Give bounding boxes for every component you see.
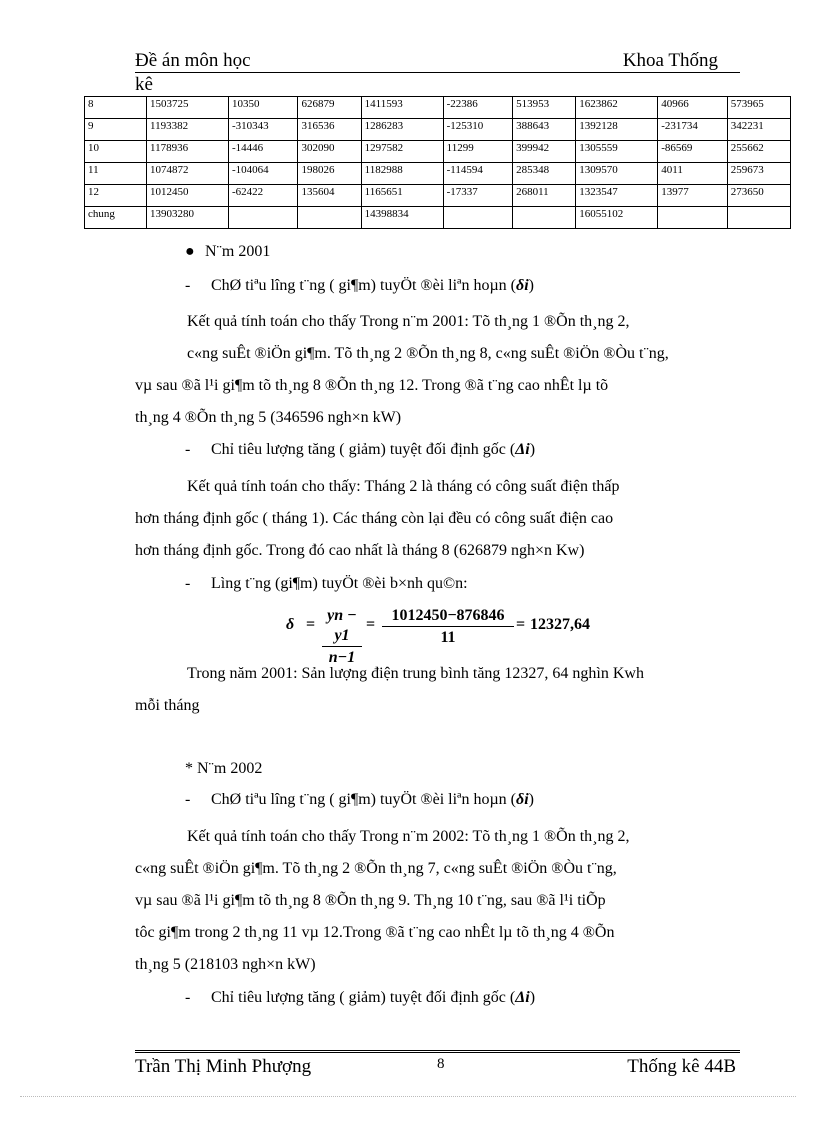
table-row: [85, 97, 791, 119]
table-cell: -86569: [658, 141, 727, 163]
page-footer: [135, 1050, 740, 1079]
table-cell: 13977: [658, 185, 727, 207]
list-item-base-increase-2002: - Chỉ tiêu lượng tăng ( giảm) tuyệt đối định gốc (Δi): [185, 989, 536, 1006]
page-bottom-divider: [20, 1096, 796, 1097]
table-cell: 1297582: [361, 141, 443, 163]
table-cell: 1503725: [147, 97, 229, 119]
table-cell: -231734: [658, 119, 727, 141]
capital-delta-symbol: Δi: [515, 989, 530, 1006]
table-row: [85, 207, 791, 229]
table-cell: 302090: [298, 141, 361, 163]
capital-delta-symbol: Δi: [515, 441, 530, 458]
formula-lhs: δ: [286, 616, 295, 633]
header-faculty-wrap: kê: [135, 74, 153, 95]
bullet-icon: ●: [185, 243, 195, 260]
list-item-base-increase: - Chỉ tiêu lượng tăng ( giảm) tuyệt đối định gốc (Δi): [185, 441, 536, 458]
table-cell: 11299: [443, 141, 512, 163]
table-cell: 573965: [727, 97, 790, 119]
table-cell: 268011: [513, 185, 576, 207]
table-cell: 342231: [727, 119, 790, 141]
table-cell: -125310: [443, 119, 512, 141]
table-cell: -22386: [443, 97, 512, 119]
list-item-chain-increase: - ChØ tiªu lîng t¨ng ( gi¶m) tuyÖt ®èi liªn hoµn (δi): [185, 277, 534, 294]
table-cell: 1309570: [576, 163, 658, 185]
table-cell: 259673: [727, 163, 790, 185]
table-row-label: 12: [85, 185, 147, 207]
table-cell: 135604: [298, 185, 361, 207]
table-cell: 13903280: [147, 207, 229, 229]
table-cell: -17337: [443, 185, 512, 207]
table-cell: 14398834: [361, 207, 443, 229]
page-header: [135, 50, 740, 73]
table-row: [85, 141, 791, 163]
paragraph-2001-chain: Kết quả tính toán cho thấy Trong n¨m 2001: Tõ th¸ng 1 ®Õn th¸ng 2, c«ng suÊt ®iÖn gi¶m. Tõ th¸ng 2 ®Õn th¸ng 8, c«ng suÊt ®iÖn ®Òu t¨ng, vµ sau ®ã l¹i gi¶m tõ th¸ng 8 ®Õn th¸ng 12. Trong ®ã t¨ng cao nhÊt lµ tõ th¸ng 4 ®Õn th¸ng 5 (346596 ngh×n kW): [135, 313, 669, 426]
page-number: 8: [437, 1056, 445, 1072]
table-cell: 255662: [727, 141, 790, 163]
formula-symbolic-fraction: $\frac{yn - y1}{n-1}$: [322, 606, 362, 669]
paragraph-2001-summary: Trong năm 2001: Sản lượng điện trung bình tăng 12327, 64 nghìn Kwh mỗi tháng: [135, 665, 644, 714]
table-row: [85, 185, 791, 207]
footer-class: Thống kê 44B: [627, 1056, 736, 1077]
data-table: [84, 96, 791, 229]
table-cell: [727, 207, 790, 229]
table-cell: 4011: [658, 163, 727, 185]
table-cell: 1623862: [576, 97, 658, 119]
list-item-chain-increase-2002: - ChØ tiªu lîng t¨ng ( gi¶m) tuyÖt ®èi liªn hoµn (δi): [185, 791, 534, 808]
table-cell: 513953: [513, 97, 576, 119]
table-cell: 626879: [298, 97, 361, 119]
table-cell: 399942: [513, 141, 576, 163]
formula-numeric-fraction: $\frac{1012450-876846}{11}$: [382, 606, 514, 649]
table-cell: [658, 207, 727, 229]
paragraph-2002-chain: Kết quả tính toán cho thấy Trong n¨m 2002: Tõ th¸ng 1 ®Õn th¸ng 2, c«ng suÊt ®iÖn gi¶m. Tõ th¸ng 2 ®Õn th¸ng 7, c«ng suÊt ®iÖn ®Òu t¨ng, vµ sau ®ã l¹i gi¶m tõ th¸ng 8 ®Õn th¸ng 9. Th¸ng 10 t¨ng, sau ®ã l¹i tiÕp tôc gi¶m trong 2 th¸ng 11 vµ 12.Trong ®ã t¨ng cao nhÊt lµ tõ th¸ng 4 ®Õn th¸ng 5 (218103 ngh×n kW): [135, 828, 630, 973]
table-row-label: 9: [85, 119, 147, 141]
table-cell: 1178936: [147, 141, 229, 163]
table-cell: 1182988: [361, 163, 443, 185]
table-cell: 388643: [513, 119, 576, 141]
table-cell: [513, 207, 576, 229]
table-cell: [298, 207, 361, 229]
table-cell: 1193382: [147, 119, 229, 141]
table-row-label: 10: [85, 141, 147, 163]
header-faculty: Khoa Thống: [622, 50, 718, 71]
table-cell: -14446: [228, 141, 297, 163]
table-cell: 285348: [513, 163, 576, 185]
table-cell: 1411593: [361, 97, 443, 119]
table-cell: 1392128: [576, 119, 658, 141]
bullet-year-2001: ● N¨m 2001: [185, 243, 271, 260]
table-cell: -62422: [228, 185, 297, 207]
average-increase-formula: δ = $\frac{yn - y1}{n-1}$ = $\frac{1012450-876846}{11}$ = 12327,64: [286, 606, 626, 652]
table-cell: -310343: [228, 119, 297, 141]
table-cell: [443, 207, 512, 229]
list-item-average-increase: - Lìng t¨ng (gi¶m) tuyÖt ®èi b×nh qu©n:: [185, 575, 468, 592]
table-row-label: 8: [85, 97, 147, 119]
table-cell: -114594: [443, 163, 512, 185]
header-course-title: Đề án môn học: [135, 50, 251, 71]
paragraph-2001-base: Kết quả tính toán cho thấy: Tháng 2 là tháng có công suất điện thấp hơn tháng định gốc ( tháng 1). Các tháng còn lại đều có công suất điện cao hơn tháng định gốc. Trong đó cao nhất là tháng 8 (626879 ngh×n Kw): [135, 478, 620, 559]
table-row-label: chung: [85, 207, 147, 229]
table-cell: 1323547: [576, 185, 658, 207]
table-cell: 10350: [228, 97, 297, 119]
table-cell: 1286283: [361, 119, 443, 141]
delta-symbol: δi: [516, 277, 529, 294]
heading-year-2002: * N¨m 2002: [185, 760, 263, 777]
table-cell: [228, 207, 297, 229]
table-cell: 1012450: [147, 185, 229, 207]
table-cell: 198026: [298, 163, 361, 185]
table-cell: 316536: [298, 119, 361, 141]
delta-symbol: δi: [516, 791, 529, 808]
table-row: [85, 119, 791, 141]
table-row-label: 11: [85, 163, 147, 185]
table-cell: 1165651: [361, 185, 443, 207]
table-cell: -104064: [228, 163, 297, 185]
table-cell: 16055102: [576, 207, 658, 229]
footer-author: Trần Thị Minh Phượng: [135, 1056, 312, 1077]
table-cell: 1074872: [147, 163, 229, 185]
table-cell: 1305559: [576, 141, 658, 163]
table-cell: 273650: [727, 185, 790, 207]
formula-result: 12327,64: [530, 616, 590, 633]
table-row: [85, 163, 791, 185]
table-cell: 40966: [658, 97, 727, 119]
